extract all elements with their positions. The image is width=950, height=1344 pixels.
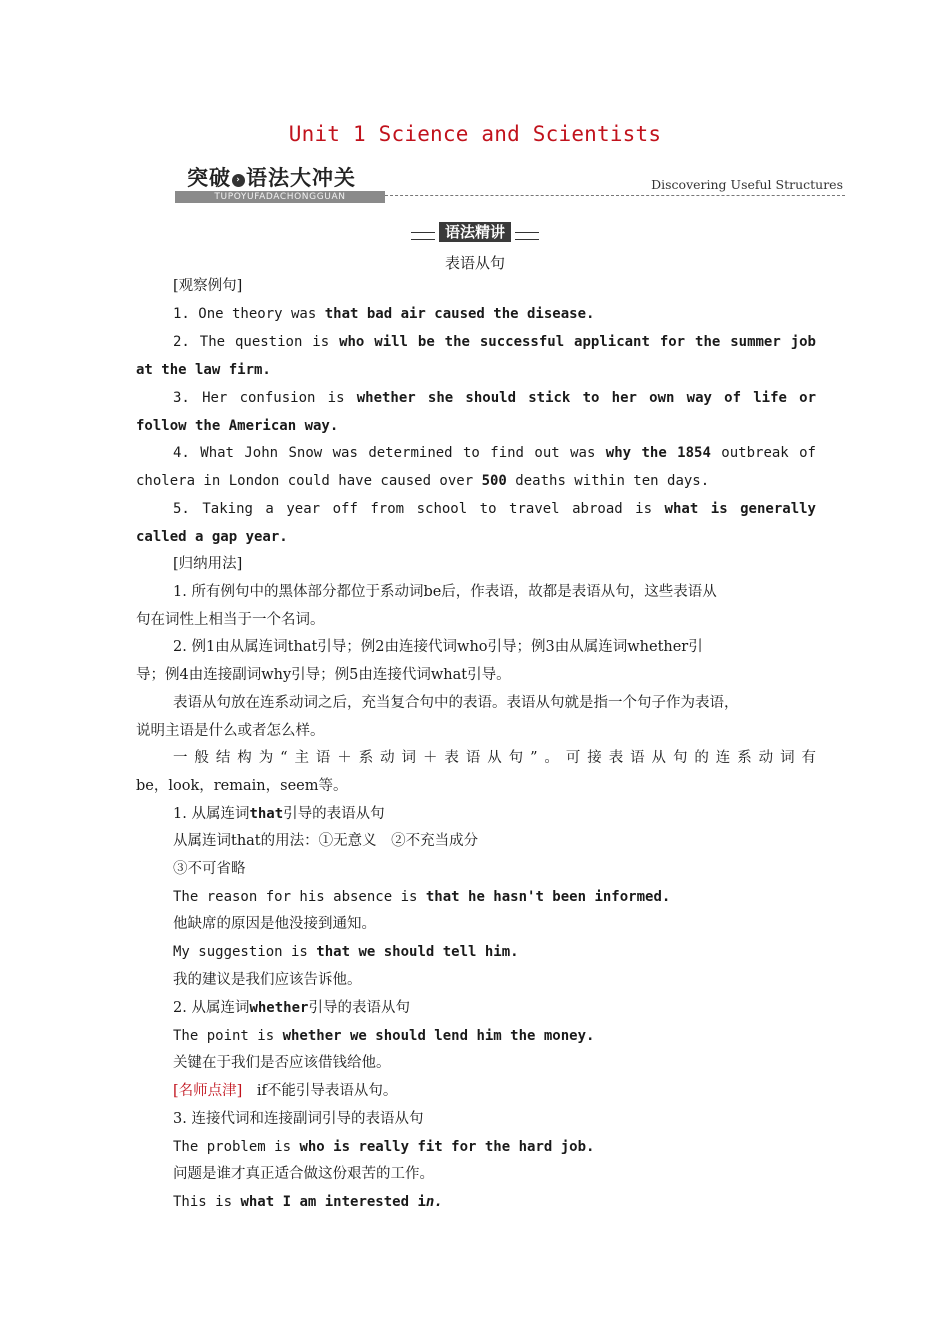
example-2-line-1 — [173, 332, 816, 352]
example-clause: follow the American way. — [136, 418, 339, 434]
rule-2-line-1: 2. 例1由从属连词that引导；例2由连接代词who引导；例3由从属连词whether引 — [173, 639, 703, 655]
heading-keyword: that — [249, 806, 284, 822]
heading-text: 引导的表语从句 — [308, 1000, 410, 1016]
banner-english-caption: Discovering Useful Structures — [651, 177, 843, 192]
example-4-line-2 — [136, 471, 816, 491]
rule-1-line-1: 1. 所有例句中的黑体部分都位于系动词be后，作表语，故都是表语从句，这些表语从 — [173, 584, 717, 600]
example-2-line-2 — [136, 360, 816, 380]
teacher-tip-label: [名师点津] — [173, 1083, 243, 1099]
subsection-3-example-1-translation: 问题是谁才真正适合做这份艰苦的工作。 — [173, 1166, 434, 1182]
example-text: The problem is — [173, 1139, 300, 1155]
heading-keyword: whether — [249, 1000, 309, 1016]
unit-title: Unit 1 Science and Scientists — [288, 122, 662, 146]
example-text: The point is — [173, 1028, 283, 1044]
rule-1-line-2: 句在词性上相当于一个名词。 — [136, 612, 325, 628]
example-text: This is — [173, 1194, 241, 1210]
banner-heading — [187, 162, 356, 192]
teacher-tip-text: if不能引导表语从句。 — [242, 1083, 398, 1099]
example-text: My suggestion is — [173, 944, 317, 960]
section-tag — [0, 222, 950, 242]
example-text: outbreak of — [710, 445, 816, 461]
example-text: deaths within ten days. — [506, 473, 710, 489]
example-text: 3. Her confusion is — [173, 390, 357, 406]
example-clause: that bad air caused the disease. — [324, 306, 595, 322]
heading-text: 引导的表语从句 — [283, 806, 385, 822]
example-clause: that we should tell him. — [316, 944, 519, 960]
example-clause: what I am interested i — [240, 1194, 426, 1210]
subsection-3-example-1 — [173, 1137, 816, 1157]
subsection-1-example-2 — [173, 942, 816, 962]
section-tag-label: 语法精讲 — [439, 222, 511, 242]
teacher-tip — [173, 1081, 816, 1101]
example-3-line-2 — [136, 416, 816, 436]
rules-label: [归纳用法] — [173, 556, 243, 572]
rule-2-line-2: 导；例4由连接副词why引导；例5由连接代词what引导。 — [136, 667, 511, 683]
example-text: 5. Taking a year off from school to travel abroad is — [173, 501, 665, 517]
subsection-2-heading — [173, 998, 816, 1018]
example-clause-italic: n. — [425, 1194, 443, 1210]
example-clause: 500 — [481, 473, 507, 489]
paragraph-2-line-1: 一般结构为“主语＋系动词＋表语从句”。可接表语从句的连系动词有 — [173, 750, 816, 766]
example-clause: at the law firm. — [136, 362, 271, 378]
subsection-3-example-2 — [173, 1192, 816, 1212]
topic-subtitle: 表语从句 — [444, 254, 505, 272]
example-text: 4. What John Snow was determined to find out was — [173, 445, 606, 461]
subsection-1-example-1-translation: 他缺席的原因是他没接到通知。 — [173, 916, 376, 932]
example-text: 1. One theory was — [173, 306, 325, 322]
banner-heading-part-b: 语法大冲关 — [246, 166, 356, 190]
example-clause: whether we should lend him the money. — [282, 1028, 595, 1044]
section-banner — [175, 162, 845, 204]
example-clause: called a gap year. — [136, 529, 288, 545]
banner-divider — [385, 195, 845, 196]
subsection-1-example-2-translation: 我的建议是我们应该告诉他。 — [173, 972, 362, 988]
subsection-3-heading: 3. 连接代词和连接副词引导的表语从句 — [173, 1111, 424, 1127]
example-5-line-1 — [173, 499, 816, 519]
paragraph-2-line-2: be，look，remain，seem等。 — [136, 778, 348, 794]
example-4-line-1 — [173, 443, 816, 463]
subsection-1-usage: 从属连词that的用法：①无意义 ②不充当成分 — [173, 833, 479, 849]
subsection-1-example-1 — [173, 887, 816, 907]
example-5-line-2 — [136, 527, 816, 547]
banner-pinyin: TUPOYUFADACHONGGUAN — [175, 191, 385, 203]
example-clause: that he hasn't been informed. — [425, 889, 671, 905]
paragraph-1-line-2: 说明主语是什么或者怎么样。 — [136, 723, 325, 739]
example-clause: why the 1854 — [605, 445, 711, 461]
heading-text: 2. 从属连词 — [173, 1000, 250, 1016]
subsection-1-usage-2: ③不可省略 — [173, 861, 246, 877]
example-1 — [173, 304, 816, 324]
banner-heading-part-a: 突破 — [187, 166, 231, 190]
example-text: The reason for his absence is — [173, 889, 426, 905]
paragraph-1-line-1: 表语从句放在连系动词之后，充当复合句中的表语。表语从句就是指一个句子作为表语， — [173, 695, 739, 711]
chevron-right-icon: › — [232, 174, 245, 187]
example-3-line-1 — [173, 388, 816, 408]
example-text: cholera in London could have caused over — [136, 473, 482, 489]
example-clause: who is really fit for the hard job. — [299, 1139, 595, 1155]
example-clause: whether she should stick to her own way of life or — [356, 390, 817, 406]
subsection-1-heading — [173, 804, 816, 824]
examples-label: [观察例句] — [173, 278, 243, 294]
subsection-2-example-1 — [173, 1026, 816, 1046]
example-clause: what is generally — [664, 501, 816, 517]
example-text: 2. The question is — [173, 334, 340, 350]
example-clause: who will be the successful applicant for the summer job — [339, 334, 816, 350]
subsection-2-example-1-translation: 关键在于我们是否应该借钱给他。 — [173, 1055, 391, 1071]
heading-text: 1. 从属连词 — [173, 806, 250, 822]
